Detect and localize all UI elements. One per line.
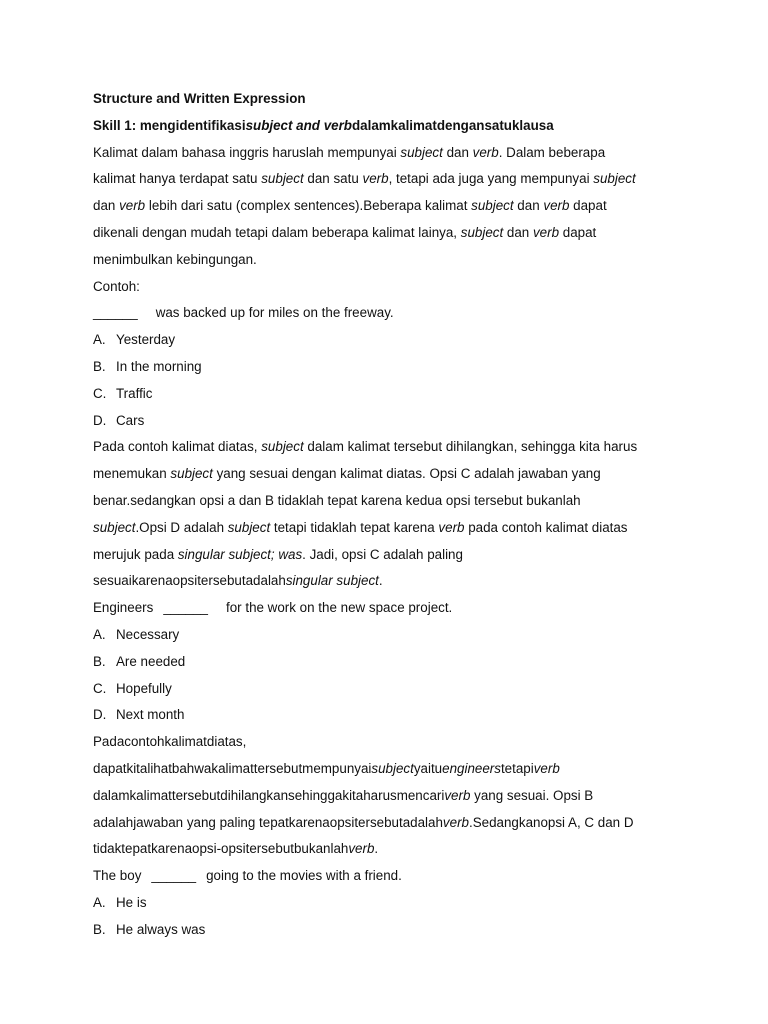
option-text: Are needed [116, 653, 186, 669]
example-1-option-a [93, 327, 683, 354]
text-run: kalimat hanya terdapat satu [93, 171, 262, 187]
italic-run: verb [532, 224, 560, 240]
option-letter: B. [93, 653, 106, 669]
example-2-option-a [93, 622, 683, 649]
option-text: Cars [116, 412, 145, 428]
text-run: dan satu [303, 171, 363, 187]
intro-line-4 [93, 220, 683, 247]
text-run: . [378, 573, 383, 589]
italic-run: subject [93, 519, 136, 535]
text-run: yang sesuai dengan kalimat diatas. Opsi C adalah jawaban yang [212, 466, 601, 482]
document-title: Structure and Written Expression [93, 91, 306, 106]
italic-run: verb [543, 198, 570, 214]
explanation-2-line-2 [93, 756, 683, 783]
example-3-option-b [93, 917, 683, 944]
italic-run: subject [261, 439, 304, 455]
text-run: dikenali dengan mudah tetapi dalam beberapa kalimat lainya, [93, 224, 461, 240]
text-run: dan [442, 144, 473, 160]
italic-run: singular subject; was [177, 546, 303, 562]
example-2-option-d [93, 702, 683, 729]
option-text: Traffic [116, 385, 153, 401]
explanation-2-line-1: Padacontohkalimatdiatas, [93, 734, 247, 750]
document-page [93, 86, 683, 944]
explanation-2-line-4 [93, 810, 683, 837]
explanation-2-line-3 [93, 783, 683, 810]
example-1-rest: was backed up for miles on the freeway. [155, 305, 394, 321]
option-letter: A. [93, 332, 106, 348]
text-run: dan [503, 224, 533, 240]
text-run: tetapi tidaklah tepat karena [270, 519, 439, 535]
option-text: He is [116, 894, 147, 910]
text-run: dan [513, 198, 544, 214]
example-3-rest: going to the movies with a friend. [206, 868, 402, 884]
answer-blank: ______ [151, 868, 197, 884]
italic-run: singular subject [285, 573, 379, 589]
option-letter: C. [93, 680, 107, 696]
text-run: yaitu [413, 760, 443, 776]
option-letter: C. [93, 385, 107, 401]
explanation-1-line-3: benar.sedangkan opsi a dan B tidaklah tepat karena kedua opsi tersebut bukanlah [93, 492, 581, 508]
text-run: adalahjawaban yang paling tepatkarenaopsitersebutadalah [93, 814, 443, 830]
text-run: tidaktepatkarenaopsi-opsitersebutbukanlah [93, 841, 349, 857]
intro-line-5: menimbulkan kebingungan. [93, 251, 257, 267]
italic-run: subject [170, 466, 213, 482]
option-letter: D. [93, 707, 107, 723]
option-letter: A. [93, 626, 106, 642]
text-run: menemukan [93, 466, 171, 482]
text-run: dan [93, 198, 120, 214]
example-2-rest: for the work on the new space project. [226, 600, 453, 616]
explanation-1-line-5 [93, 542, 683, 569]
example-3-option-a [93, 890, 683, 917]
text-run: merujuk pada [93, 546, 178, 562]
answer-blank: ______ [163, 600, 208, 616]
italic-run: subject [400, 144, 443, 160]
option-text: He always was [116, 921, 206, 937]
option-letter: B. [93, 358, 106, 374]
example-2-start: Engineers [93, 600, 154, 616]
text-run: yang sesuai. Opsi B [470, 787, 594, 803]
example-1-option-c [93, 381, 683, 408]
explanation-1-line-2 [93, 461, 683, 488]
example-2-sentence [93, 595, 683, 622]
text-run: dapat [569, 198, 607, 214]
text-run: pada contoh kalimat diatas [464, 519, 628, 535]
italic-run: subject [471, 198, 514, 214]
text-run: , tetapi ada juga yang mempunyai [388, 171, 594, 187]
text-run: Pada contoh kalimat diatas, [93, 439, 262, 455]
skill-heading-suffix: dalamkalimatdengansatuklausa [351, 117, 554, 133]
example-2-option-c [93, 676, 683, 703]
option-letter: A. [93, 894, 106, 910]
italic-run: verb [444, 787, 471, 803]
text-run: dalamkalimattersebutdihilangkansehinggakitaharusmencari [93, 787, 445, 803]
explanation-2-line-5 [93, 836, 683, 863]
skill-heading [93, 113, 683, 140]
text-run: Kalimat dalam bahasa inggris haruslah mempunyai [93, 144, 401, 160]
answer-blank: ______ [93, 305, 138, 321]
example-1-sentence [93, 300, 683, 327]
skill-heading-prefix: Skill 1: mengidentifikasi [93, 117, 246, 133]
example-3-sentence [93, 863, 683, 890]
example-2-option-b [93, 649, 683, 676]
intro-line-3 [93, 193, 683, 220]
example-1-option-b [93, 354, 683, 381]
text-run: . [374, 841, 379, 857]
example-1-option-d [93, 408, 683, 435]
option-text: Yesterday [116, 332, 176, 348]
option-text: Necessary [116, 626, 180, 642]
explanation-1-line-4 [93, 515, 683, 542]
text-run: .Opsi D adalah [135, 519, 228, 535]
italic-run: subject [227, 519, 271, 535]
italic-run: subject [593, 171, 636, 187]
text-run: tetapi [500, 760, 534, 776]
italic-run: verb [348, 841, 375, 857]
text-run: dapatkitalihatbahwakalimattersebutmempunyai [93, 760, 372, 776]
option-letter: B. [93, 921, 106, 937]
text-run: lebih dari satu (complex sentences).Beberapa kalimat [145, 198, 472, 214]
intro-line-2 [93, 166, 683, 193]
text-run: dalam kalimat tersebut dihilangkan, sehingga kita harus [303, 439, 638, 455]
option-text: In the morning [116, 358, 202, 374]
italic-run: subject [371, 760, 414, 776]
text-run: . Dalam beberapa [498, 144, 606, 160]
explanation-1-line-6 [93, 568, 683, 595]
italic-run: verb [533, 760, 560, 776]
text-run: . Jadi, opsi C adalah paling [302, 546, 463, 562]
italic-run: subject [460, 224, 504, 240]
italic-run: engineers [442, 760, 501, 776]
text-run: dapat [559, 224, 597, 240]
italic-run: verb [438, 519, 465, 535]
option-text: Next month [116, 707, 185, 723]
example-3-start: The boy [93, 868, 142, 884]
explanation-1-line-1 [93, 434, 683, 461]
option-letter: D. [93, 412, 107, 428]
text-run: sesuaikarenaopsitersebutadalah [93, 573, 286, 589]
skill-heading-italic: subject and verb [245, 117, 352, 133]
italic-run: verb [472, 144, 499, 160]
option-text: Hopefully [116, 680, 172, 696]
italic-run: verb [442, 814, 469, 830]
italic-run: verb [362, 171, 389, 187]
italic-run: subject [261, 171, 304, 187]
intro-line-1 [93, 140, 683, 167]
italic-run: verb [119, 198, 146, 214]
text-run: .Sedangkanopsi A, C dan D [468, 814, 634, 830]
contoh-label: Contoh: [93, 278, 140, 294]
